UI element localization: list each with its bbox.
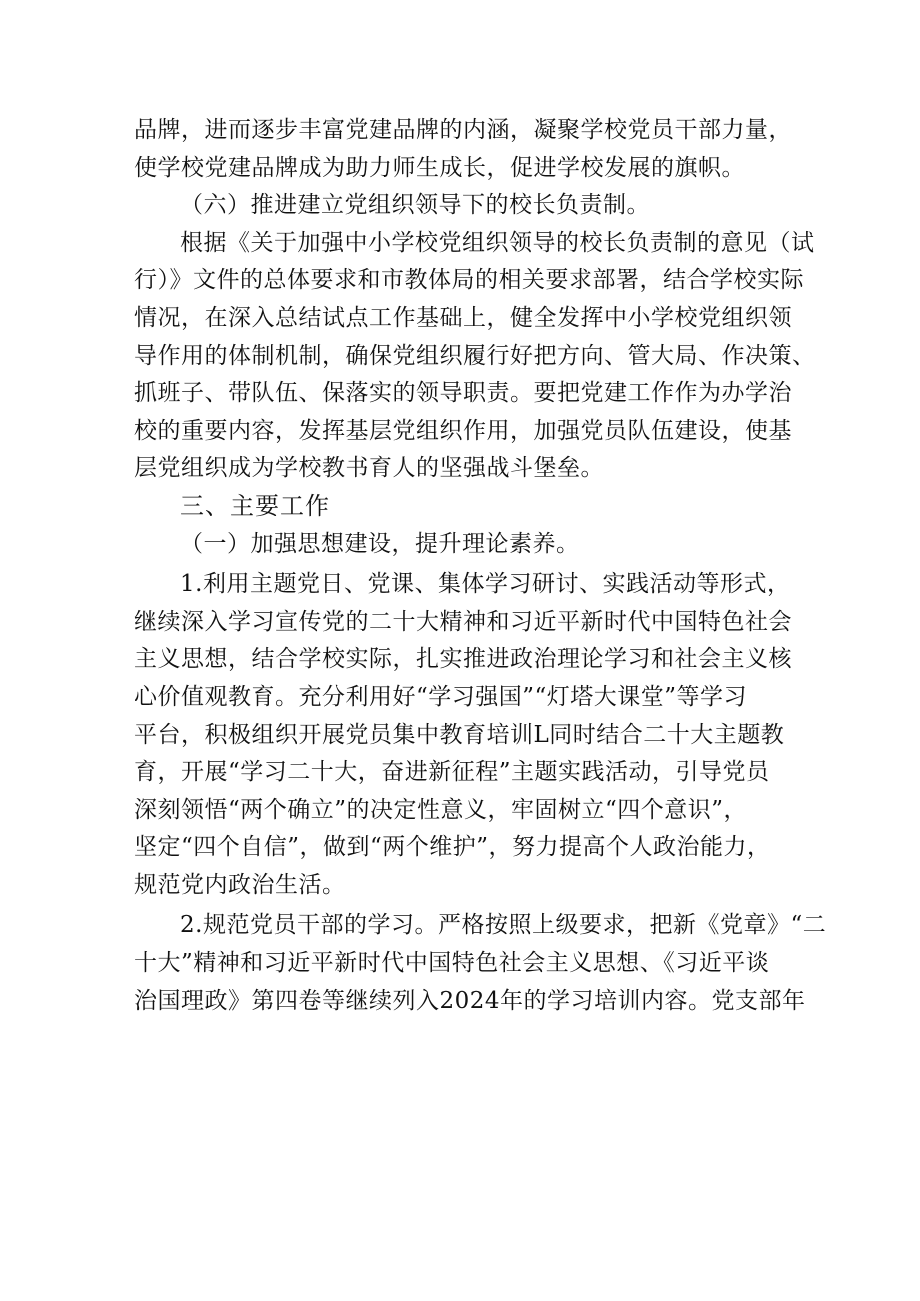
text-line: 1.利用主题党日、党课、集体学习研讨、实践活动等形式， — [180, 571, 791, 598]
text-line: 主义思想，结合学校实际，扎实推进政治理论学习和社会主义核 — [134, 646, 792, 673]
text-line: 继续深入学习宣传党的二十大精神和习近平新时代中国特色社会 — [134, 608, 792, 635]
text-line: 深刻领悟“两个确立”的决定性意义，牢固树立“四个意识”， — [134, 796, 748, 823]
text-line: 2.规范党员干部的学习。严格按照上级要求，把新《党章》“二 — [180, 912, 827, 939]
text-line: 校的重要内容，发挥基层党组织作用，加强党员队伍建设，使基 — [134, 417, 792, 444]
text-line: 抓班子、带队伍、保落实的领导职责。要把党建工作作为办学治 — [134, 380, 792, 407]
text-line: 行）》文件的总体要求和市教体局的相关要求部署，结合学校实际 — [134, 267, 804, 294]
text-line: 心价值观教育。充分利用好“学习强国”“灯塔大课堂”等学习 — [134, 683, 748, 710]
section-heading: 三、主要工作 — [180, 491, 330, 520]
section-subheading: （一）加强思想建设，提升理论素养。 — [180, 530, 580, 557]
text-line: 品牌，进而逐步丰富党建品牌的内涵，凝聚学校党员干部力量， — [134, 117, 792, 143]
text-line: 情况，在深入总结试点工作基础上，健全发挥中小学校党组织领 — [134, 304, 792, 331]
document-body — [134, 112, 827, 1020]
text-line: 根据《关于加强中小学校党组织领导的校长负责制的意见（试 — [180, 229, 815, 256]
section-subheading: （六）推进建立党组织领导下的校长负责制。 — [180, 192, 650, 219]
text-line: 平台，积极组织开展党员集中教育培训L同时结合二十大主题教 — [134, 721, 785, 748]
text-line: 层党组织成为学校教书育人的坚强战斗堡垒。 — [134, 455, 604, 482]
text-line: 导作用的体制机制，确保党组织履行好把方向、管大局、作决策、 — [134, 342, 816, 369]
text-line: 使学校党建品牌成为助力师生成长，促进学校发展的旗帜。 — [134, 154, 745, 181]
text-line: 治国理政》第四卷等继续列入2024年的学习培训内容。党支部年 — [134, 987, 806, 1014]
text-line: 坚定“四个自信”，做到“两个维护”，努力提高个人政治能力， — [134, 834, 771, 861]
text-line: 育，开展“学习二十大，奋进新征程”主题实践活动，引导党员 — [134, 759, 770, 786]
text-line: 规范党内政治生活。 — [134, 871, 346, 898]
text-line: 十大”精神和习近平新时代中国特色社会主义思想、《习近平谈 — [134, 950, 770, 977]
